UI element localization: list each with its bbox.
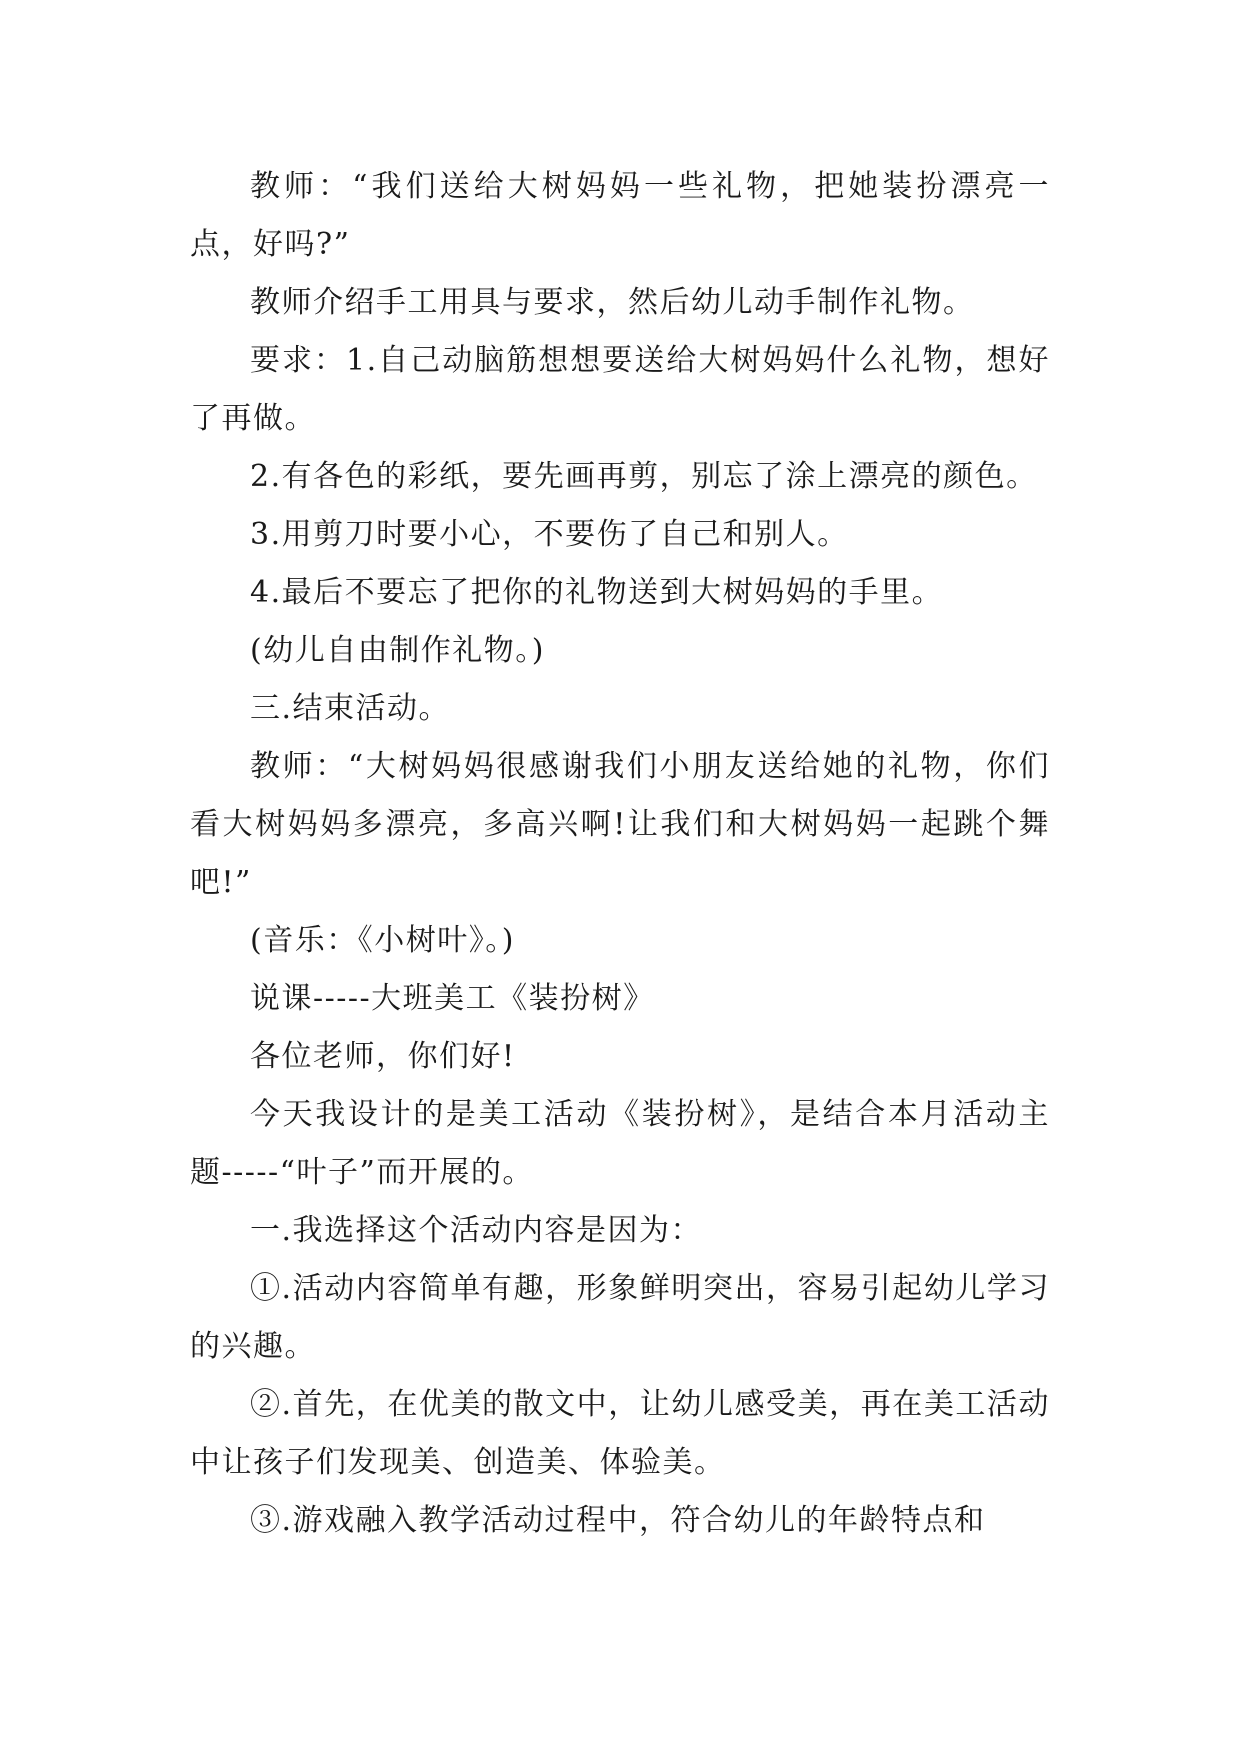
paragraph: (幼儿自由制作礼物。) xyxy=(250,633,545,668)
section-heading: 一.我选择这个活动内容是因为： xyxy=(250,1213,703,1248)
paragraph: (音乐：《小树叶》。) xyxy=(250,923,515,958)
paragraph: 教师：“我们送给大树妈妈一些礼物，把她装扮漂亮一点，好吗?” xyxy=(190,169,1050,262)
section-heading: 三.结束活动。 xyxy=(250,691,451,726)
list-item: ①.活动内容简单有趣，形象鲜明突出，容易引起幼儿学习的兴趣。 xyxy=(190,1271,1050,1364)
list-item: ②.首先，在优美的散文中，让幼儿感受美，再在美工活动中让孩子们发现美、创造美、体验美。 xyxy=(190,1387,1050,1480)
paragraph: 教师：“大树妈妈很感谢我们小朋友送给她的礼物，你们看大树妈妈多漂亮，多高兴啊!让我们和大树妈妈一起跳个舞吧!” xyxy=(190,749,1050,900)
paragraph: 要求：1.自己动脑筋想想要送给大树妈妈什么礼物，想好了再做。 xyxy=(190,343,1050,436)
paragraph: 今天我设计的是美工活动《装扮树》，是结合本月活动主题-----“叶子”而开展的。 xyxy=(190,1097,1050,1190)
lesson-title: 说课-----大班美工《装扮树》 xyxy=(250,981,655,1016)
list-item: ③.游戏融入教学活动过程中，符合幼儿的年龄特点和 xyxy=(250,1503,986,1538)
paragraph: 2.有各色的彩纸，要先画再剪，别忘了涂上漂亮的颜色。 xyxy=(250,459,1038,494)
document-body xyxy=(190,158,1050,1550)
paragraph: 教师介绍手工用具与要求，然后幼儿动手制作礼物。 xyxy=(250,285,975,320)
greeting: 各位老师，你们好! xyxy=(250,1039,516,1074)
paragraph: 3.用剪刀时要小心，不要伤了自己和别人。 xyxy=(250,517,849,552)
paragraph: 4.最后不要忘了把你的礼物送到大树妈妈的手里。 xyxy=(250,575,944,610)
